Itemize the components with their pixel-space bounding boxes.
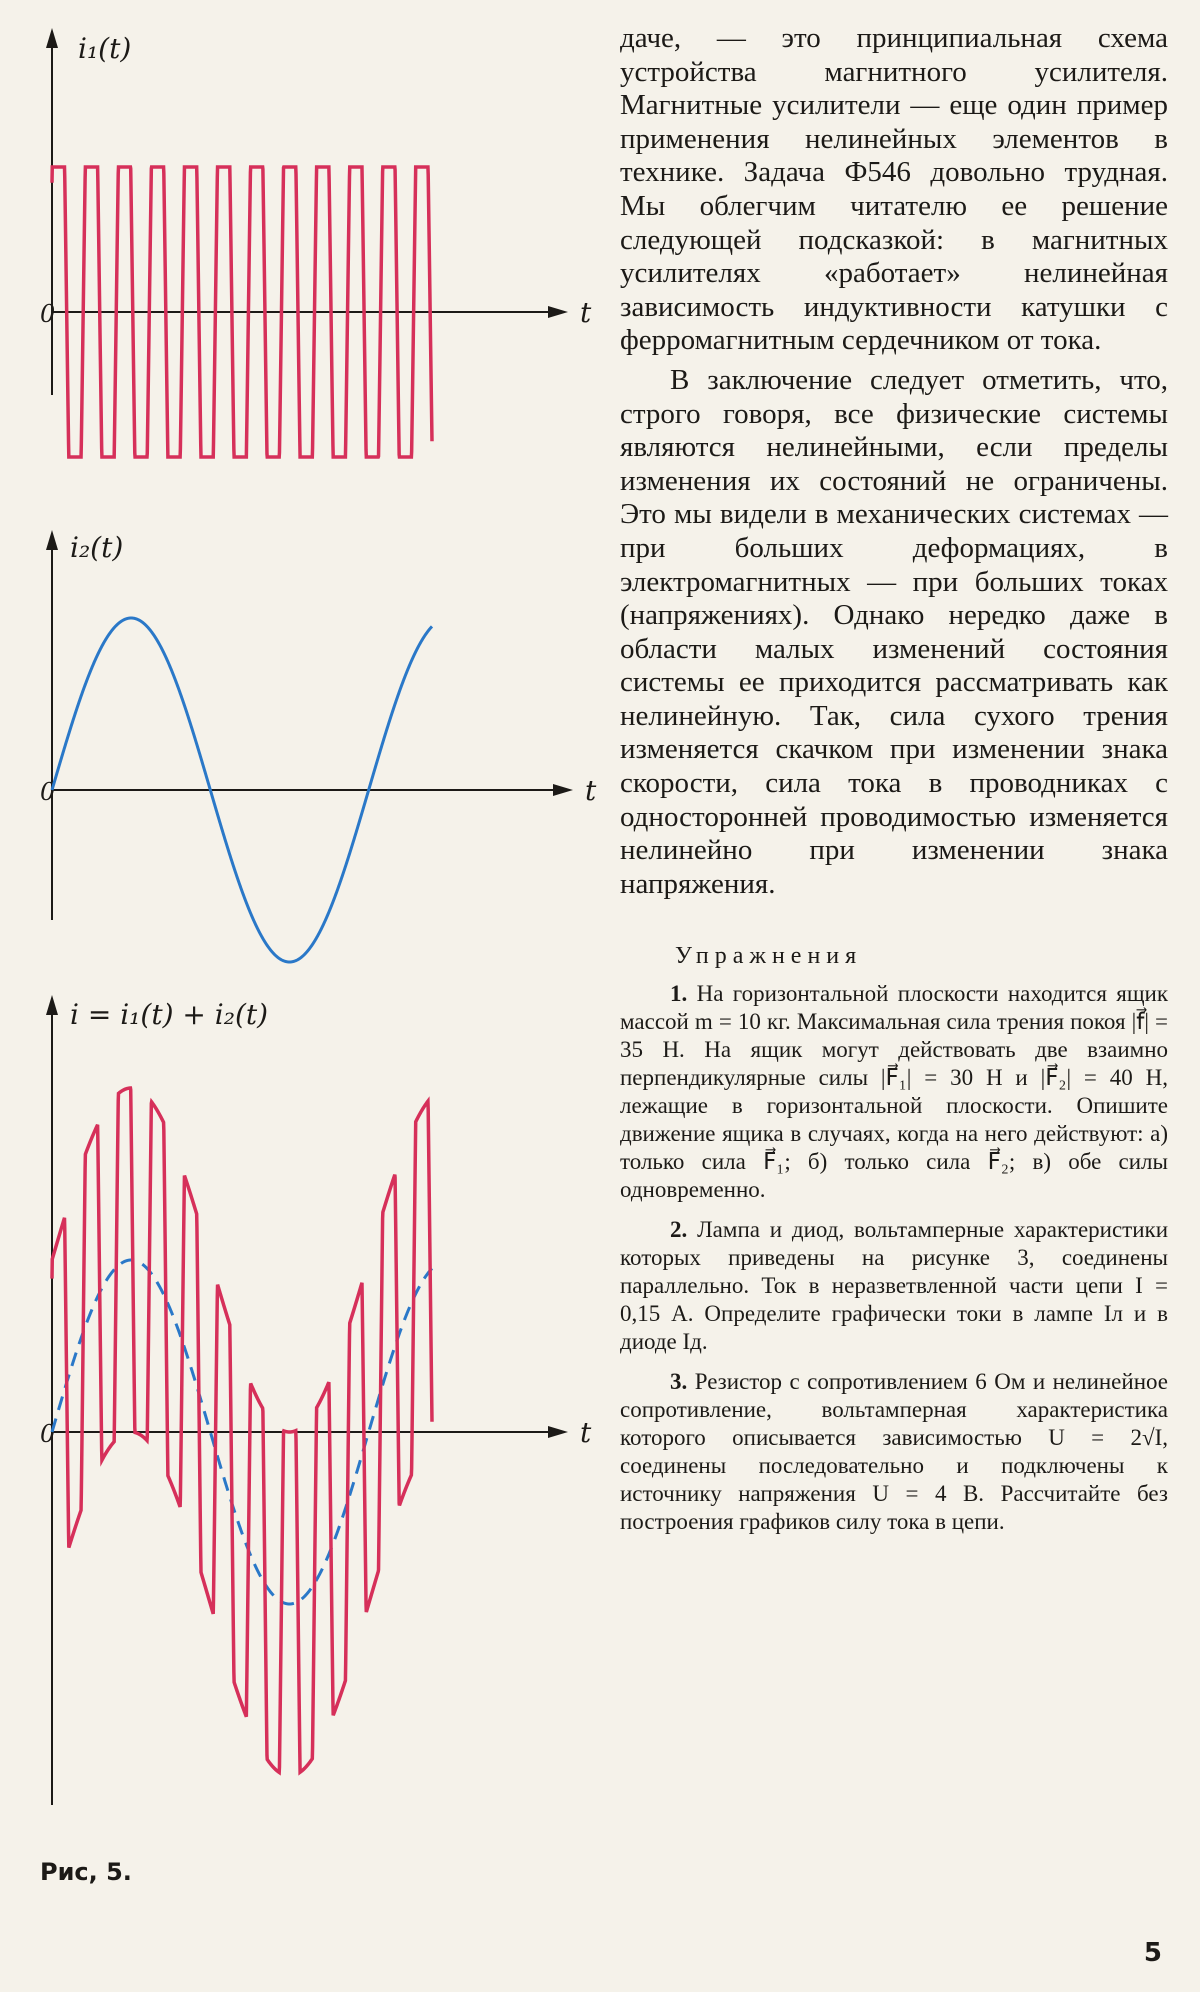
exercise-number: 2. xyxy=(670,1217,688,1243)
exercise-text: Резистор с сопротивлением 6 Ом и нелинейное сопротивление, вольтамперная характеристика которого описывается зависимостью U = 2√I, соединены последовательно и подключены к источнику напряжения U = 4 В. Рассчитайте без построения графиков силу тока в цепи. xyxy=(620,1369,1169,1535)
exercise-text: На горизонтальной плоскости находится ящик массой m = 10 кг. Максимальная сила трения покоя |f⃗| = 35 Н. На ящик могут действовать две взаимно перпендикулярные силы |F⃗₁| = 30 Н и |F⃗₂| = 40 Н, лежащие в горизонтальной плоскости. Опишите движение ящика в случаях, когда на него действуют: а) только сила F⃗₁; б) только сила F⃗₂; в) обе силы одновременно. xyxy=(620,981,1169,1203)
graph1-x-arrow xyxy=(548,306,568,318)
page-number: 5 xyxy=(1143,1938,1162,1968)
graph-sum xyxy=(40,995,592,1805)
text-column xyxy=(620,22,1168,1548)
graph1-t-label: t xyxy=(580,296,592,329)
graph2-x-arrow xyxy=(553,784,573,796)
graph1-y-arrow xyxy=(46,28,58,48)
graph-i1 xyxy=(40,28,592,457)
exercise-2 xyxy=(620,1216,1168,1356)
paragraph-2: В заключение следует отметить, что, строго говоря, все физические системы являются нелинейными, если пределы изменения их состояний не ограничены. Это мы видели в механических системах — при больших деформациях, в электромагнитных — при больших токах (напряжениях). Однако нередко даже в области малых изменений состояния системы ее приходится рассматривать как нелинейную. Так, сила сухого трения изменяется скачком при изменении знака скорости, сила тока в проводниках с односторонней проводимостью изменяется нелинейно при изменении знака напряжения. xyxy=(620,363,1168,900)
graph3-y-arrow xyxy=(46,995,58,1015)
graph3-x-arrow xyxy=(548,1426,568,1438)
main-text xyxy=(620,22,1168,901)
exercises-section xyxy=(620,943,1168,1536)
graph2-y-arrow xyxy=(46,530,58,550)
graph2-zero-label: 0 xyxy=(40,778,56,806)
exercises-heading: Упражнения xyxy=(675,943,863,970)
figure-5 xyxy=(0,0,600,1900)
graph3-zero-label: 0 xyxy=(40,1420,56,1448)
graph1-zero-label: 0 xyxy=(40,300,56,328)
graph2-ylabel: i₂(t) xyxy=(70,531,124,564)
exercise-text: Лампа и диод, вольтамперные характеристики которых приведены на рисунке 3, соединены параллельно. Ток в неразветвленной части цепи I = 0,15 А. Определите графически токи в лампе Iл и в диоде Iд. xyxy=(620,1217,1169,1355)
exercise-3 xyxy=(620,1368,1168,1536)
paragraph-1: даче, — это принципиальная схема устройства магнитного усилителя. Магнитные усилители — еще один пример применения нелинейных элементов в технике. Задача Ф546 довольно трудная. Мы облегчим читателю ее решение следующей подсказкой: в магнитных усилителях «работает» нелинейная зависимость индуктивности катушки с ферромагнитным сердечником от тока. xyxy=(620,22,1168,357)
exercise-number: 3. xyxy=(670,1369,688,1395)
exercise-number: 1. xyxy=(670,981,688,1007)
graph-i2 xyxy=(40,530,597,962)
exercise-1 xyxy=(620,980,1168,1204)
graph1-ylabel: i₁(t) xyxy=(78,32,132,65)
sum-curve xyxy=(52,1088,432,1772)
graph2-t-label: t xyxy=(585,774,597,807)
figure-caption: Рис, 5. xyxy=(40,1858,132,1886)
graph3-t-label: t xyxy=(580,1416,592,1449)
graph3-ylabel: i = i₁(t) + i₂(t) xyxy=(70,998,269,1031)
